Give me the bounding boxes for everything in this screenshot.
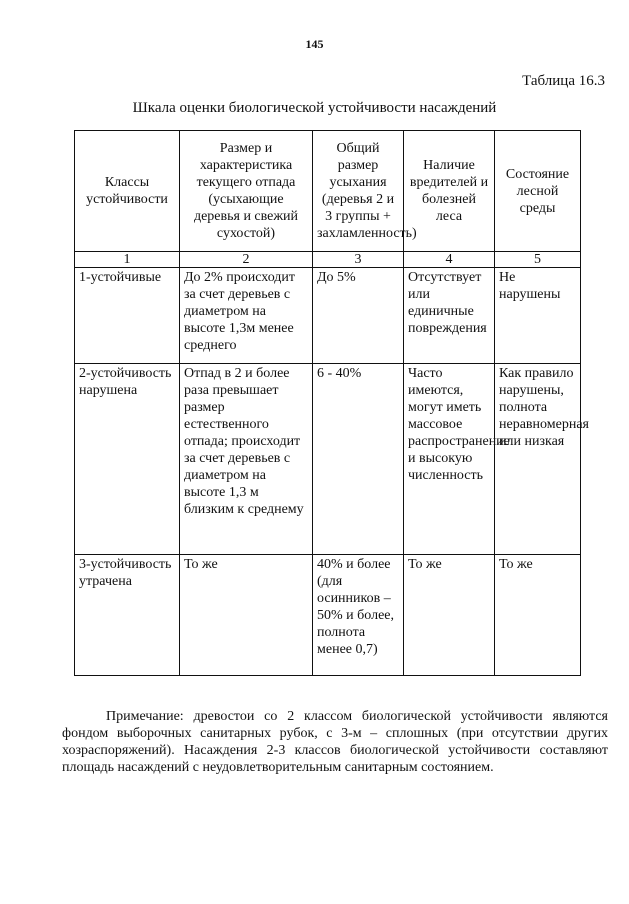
table-cell: Часто имеются, могут иметь массовое распространение и высокую численность — [404, 364, 495, 555]
header-cell: Классы устойчивости — [75, 131, 180, 252]
column-number: 5 — [495, 252, 581, 268]
table-cell: Как правило нарушены, полнота неравномерная или низкая — [495, 364, 581, 555]
page-number: 145 — [305, 37, 324, 51]
table-number: Таблица 16.3 — [522, 73, 605, 89]
header-cell: Размер и характеристика текущего отпада (усыхающие деревья и свежий сухостой) — [180, 131, 313, 252]
table-row — [75, 364, 581, 555]
table-cell: До 2% происходит за счет деревьев с диаметром на высоте 1,3м менее среднего — [180, 268, 313, 364]
header-cell: Общий размер усыхания (деревья 2 и 3 группы + захламленность) — [313, 131, 404, 252]
table-cell: 40% и более (для осинников – 50% и более, полнота менее 0,7) — [313, 555, 404, 676]
column-number: 2 — [180, 252, 313, 268]
header-cell: Наличие вредителей и болезней леса — [404, 131, 495, 252]
table-cell: Отсутствует или единичные повреждения — [404, 268, 495, 364]
table-row — [75, 268, 581, 364]
column-number: 1 — [75, 252, 180, 268]
table-cell: Не нарушены — [495, 268, 581, 364]
table-cell: То же — [404, 555, 495, 676]
footnote: Примечание: древостои со 2 классом биологической устойчивости являются фондом выборочных санитарных рубок, с 3-м – сплошных (при отсутствии других хозраспоряжений). Насаждения 2-3 классов биологической устойчивости составляют площадь насаждений с неудовлетворительным санитарным состоянием. — [62, 709, 608, 775]
column-number: 3 — [313, 252, 404, 268]
column-number: 4 — [404, 252, 495, 268]
table-header-row — [75, 131, 581, 252]
table-cell: 1-устойчивые — [75, 268, 180, 364]
table-cell: То же — [180, 555, 313, 676]
table-cell: Отпад в 2 и более раза превышает размер естественного отпада; происходит за счет деревьев с диаметром на высоте 1,3 м близким к среднему — [180, 364, 313, 555]
table-row — [75, 555, 581, 676]
table-cell: 3-устойчивость утрачена — [75, 555, 180, 676]
table-title: Шкала оценки биологической устойчивости насаждений — [132, 100, 497, 116]
stability-table — [74, 130, 589, 676]
table-cell: 6 - 40% — [313, 364, 404, 555]
column-number-row — [75, 252, 581, 268]
table-cell: До 5% — [313, 268, 404, 364]
header-cell: Состояние лесной среды — [495, 131, 581, 252]
table-cell: То же — [495, 555, 581, 676]
table-cell: 2-устойчивость нарушена — [75, 364, 180, 555]
